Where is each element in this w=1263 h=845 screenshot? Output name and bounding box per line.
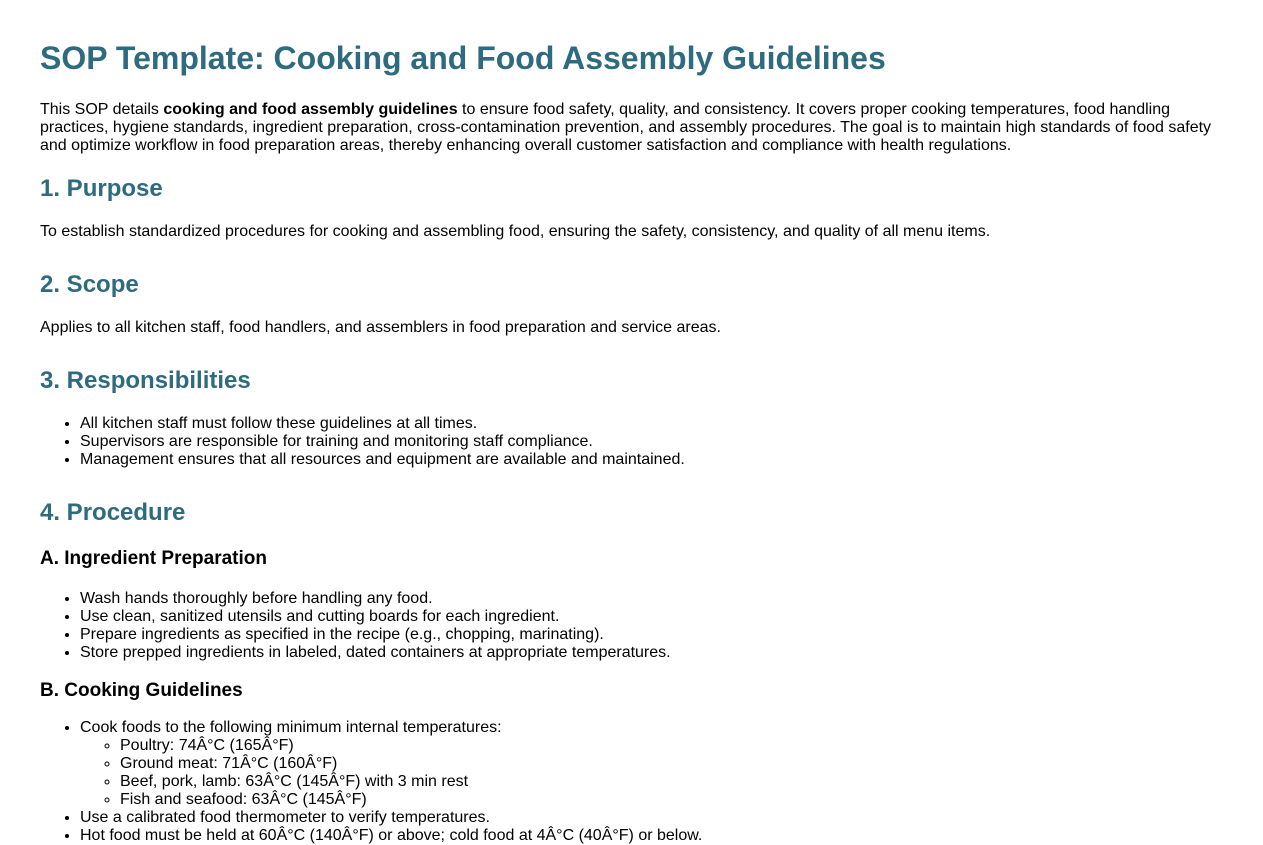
- procedure-heading: 4. Procedure: [40, 499, 186, 526]
- list-item: [80, 719, 1223, 809]
- cooking-guidelines-list: [40, 719, 1223, 845]
- temps-intro: Cook foods to the following minimum internal temperatures:: [80, 719, 502, 736]
- intro-text-bold: cooking and food assembly guidelines: [163, 101, 458, 118]
- intro-text-after: to ensure food safety, quality, and consistency. It covers proper cooking temperatures, food handling practices, hygiene standards, ingredient preparation, cross-contamination prevention, and assembly procedures. The goal is to maintain high standards of food safety and optimize workflow in food preparation areas, thereby enhancing overall customer satisfaction and compliance with health regulations.: [40, 101, 1212, 154]
- scope-heading: 2. Scope: [40, 271, 139, 298]
- list-item: • Supervisors are responsible for training and monitoring staff compliance.: [80, 433, 1223, 451]
- list-item: • Hot food must be held at 60Â°C (140Â°F) or above; cold food at 4Â°C (40Â°F) or below.: [80, 827, 1223, 845]
- list-item: • Store prepped ingredients in labeled, dated containers at appropriate temperatures.: [80, 644, 1223, 662]
- responsibilities-heading: 3. Responsibilities: [40, 367, 251, 394]
- intro-paragraph: [40, 101, 1223, 155]
- list-item: • Wash hands thoroughly before handling any food.: [80, 590, 1223, 608]
- temperature-item: ◦ Ground meat: 71Â°C (160Â°F): [120, 755, 1223, 773]
- list-item: • All kitchen staff must follow these guidelines at all times.: [80, 415, 1223, 433]
- temperature-item: ◦ Beef, pork, lamb: 63Â°C (145Â°F) with 3 min rest: [120, 773, 1223, 791]
- temperature-item: ◦ Fish and seafood: 63Â°C (145Â°F): [120, 791, 1223, 809]
- responsibilities-list: [40, 415, 1223, 469]
- ingredient-prep-heading: A. Ingredient Preparation: [40, 548, 267, 569]
- ingredient-prep-list: [40, 590, 1223, 662]
- list-item: • Prepare ingredients as specified in the recipe (e.g., chopping, marinating).: [80, 626, 1223, 644]
- list-item: • Use clean, sanitized utensils and cutting boards for each ingredient.: [80, 608, 1223, 626]
- cooking-guidelines-heading: B. Cooking Guidelines: [40, 680, 243, 701]
- temperature-list: [80, 737, 1223, 809]
- purpose-heading: 1. Purpose: [40, 175, 163, 202]
- intro-text-before: This SOP details: [40, 101, 164, 118]
- list-item: • Management ensures that all resources and equipment are available and maintained.: [80, 451, 1223, 469]
- list-item: • Use a calibrated food thermometer to verify temperatures.: [80, 809, 1223, 827]
- purpose-text: To establish standardized procedures for cooking and assembling food, ensuring the safety, consistency, and quality of all menu items.: [40, 223, 991, 240]
- page-title: SOP Template: Cooking and Food Assembly Guidelines: [40, 40, 886, 76]
- temperature-item: ◦ Poultry: 74Â°C (165Â°F): [120, 737, 1223, 755]
- scope-text: Applies to all kitchen staff, food handlers, and assemblers in food preparation and service areas.: [40, 319, 721, 336]
